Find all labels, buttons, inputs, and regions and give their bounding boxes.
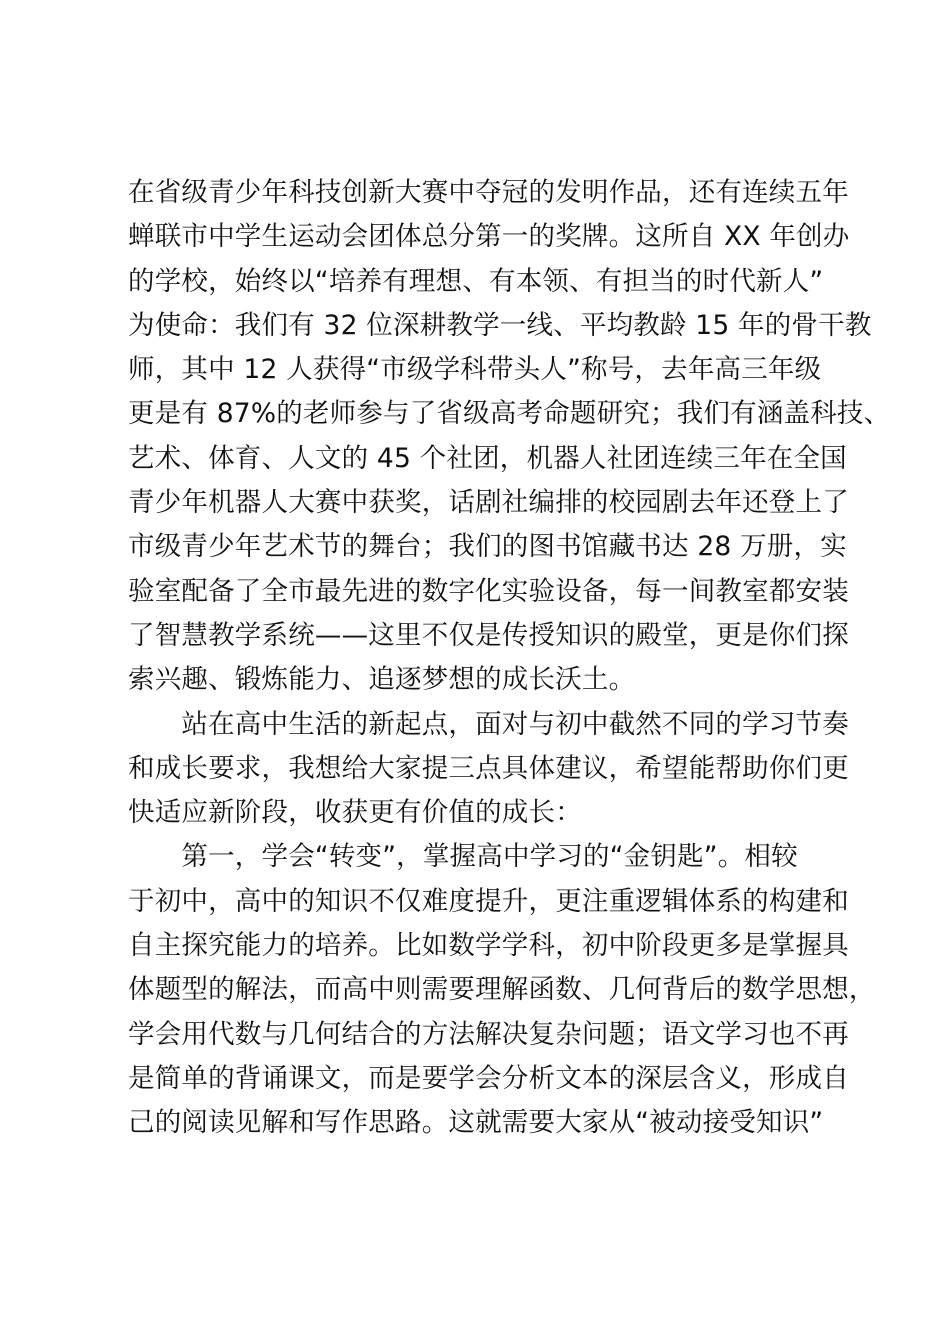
text-line: 的学校，始终以“培养有理想、有本领、有担当的时代新人” (128, 265, 824, 297)
text-line: 更是有 87%的老师参与了省级高考命题研究；我们有涵盖科技、 (128, 398, 891, 430)
text-line: 己的阅读见解和写作思路。这就需要大家从“被动接受知识” (128, 1107, 824, 1139)
text-line: 于初中，高中的知识不仅难度提升，更注重逻辑体系的构建和 (128, 885, 849, 917)
body-text (128, 171, 891, 1146)
text-line: 验室配备了全市最先进的数字化实验设备，每一间教室都安装 (128, 575, 849, 607)
text-line: 体题型的解法，而高中则需要理解函数、几何背后的数学思想， (128, 974, 876, 1006)
text-line: 是简单的背诵课文，而是要学会分析文本的深层含义，形成自 (128, 1062, 849, 1094)
paragraph-start-line: 站在高中生活的新起点，面对与初中截然不同的学习节奏 (128, 708, 849, 740)
text-line: 自主探究能力的培养。比如数学学科，初中阶段更多是掌握具 (128, 930, 849, 962)
text-line: 快适应新阶段，收获更有价值的成长： (128, 797, 582, 829)
text-line: 蝉联市中学生运动会团体总分第一的奖牌。这所自 XX 年创办 (128, 221, 850, 253)
text-line: 索兴趣、锻炼能力、追逐梦想的成长沃土。 (128, 664, 636, 696)
text-line: 市级青少年艺术节的舞台；我们的图书馆藏书达 28 万册，实 (128, 531, 847, 563)
paragraph-start-line: 第一，学会“转变”，掌握高中学习的“金钥匙”。相较 (128, 841, 798, 873)
text-line: 师，其中 12 人获得“市级学科带头人”称号，去年高三年级 (128, 354, 822, 386)
text-line: 青少年机器人大赛中获奖，话剧社编排的校园剧去年还登上了 (128, 487, 849, 519)
text-line: 和成长要求，我想给大家提三点具体建议，希望能帮助你们更 (128, 752, 849, 784)
text-line: 在省级青少年科技创新大赛中夺冠的发明作品，还有连续五年 (128, 177, 849, 208)
text-line: 艺术、体育、人文的 45 个社团，机器人社团连续三年在全国 (128, 442, 847, 474)
text-line: 学会用代数与几何结合的方法解决复杂问题；语文学习也不再 (128, 1018, 849, 1050)
text-line: 为使命：我们有 32 位深耕教学一线、平均教龄 15 年的骨干教 (128, 309, 872, 341)
text-line: 了智慧教学系统——这里不仅是传授知识的殿堂，更是你们探 (128, 619, 849, 651)
